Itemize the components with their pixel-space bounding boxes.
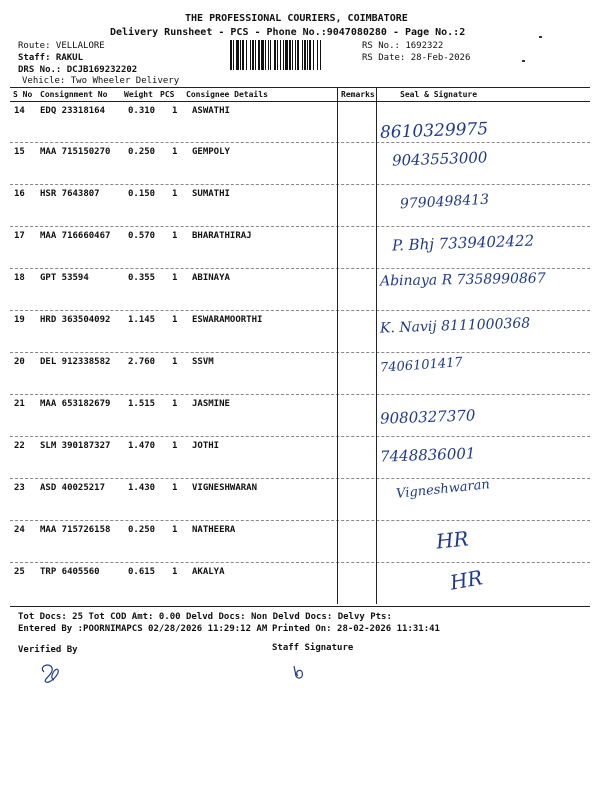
row-sno: 20 — [14, 357, 25, 367]
row-sno: 14 — [14, 106, 25, 116]
row-weight: 0.355 — [128, 273, 156, 283]
col-weight: Weight — [124, 90, 153, 99]
drs-label: DRS No.: DCJB169232202 — [18, 65, 138, 75]
entered-by: Entered By :POORNIMAPCS 02/28/2026 11:29:12 AM — [18, 624, 268, 634]
barcode-bar — [258, 40, 260, 70]
barcode-bar — [265, 40, 266, 70]
column-divider — [337, 520, 338, 562]
column-divider — [376, 394, 377, 436]
row-consignment-no: MAA 715726158 — [40, 525, 111, 535]
table-row — [0, 478, 600, 520]
row-consignee: SSVM — [192, 357, 214, 367]
barcode-bar — [252, 40, 254, 70]
column-divider — [337, 184, 338, 226]
row-pcs: 1 — [172, 483, 178, 493]
barcode-bar — [280, 40, 281, 70]
footer-rule — [10, 606, 590, 607]
column-divider — [376, 101, 377, 142]
row-weight: 2.760 — [128, 357, 156, 367]
row-consignment-no: HRD 363504092 — [40, 315, 111, 325]
barcode-bar — [302, 40, 303, 70]
table-row — [0, 562, 600, 604]
barcode-bar — [233, 40, 234, 70]
printed-on: Printed On: 28-02-2026 11:31:41 — [272, 624, 440, 634]
barcode-bar — [285, 40, 288, 70]
barcode-bar — [320, 40, 321, 70]
row-pcs: 1 — [172, 147, 178, 157]
column-divider — [376, 352, 377, 394]
verified-by-label: Verified By — [18, 645, 78, 655]
company-title: THE PROFESSIONAL COURIERS, COIMBATORE — [185, 13, 408, 24]
barcode-bar — [230, 40, 232, 70]
column-divider — [337, 268, 338, 310]
row-weight: 0.150 — [128, 189, 156, 199]
table-row — [0, 436, 600, 478]
row-consignee: VIGNESHWARAN — [192, 483, 258, 493]
handwritten-signature: HR — [434, 526, 470, 554]
column-divider — [376, 478, 377, 520]
row-consignment-no: DEL 912338582 — [40, 357, 111, 367]
handwritten-signature: 7448836001 — [379, 444, 476, 466]
staff-signature-scribble — [288, 662, 308, 682]
column-divider — [337, 478, 338, 520]
table-row — [0, 310, 600, 352]
mark-dot — [539, 36, 542, 38]
column-divider — [337, 310, 338, 352]
row-weight: 0.250 — [128, 147, 156, 157]
column-divider — [337, 436, 338, 478]
column-divider — [337, 226, 338, 268]
row-weight: 0.310 — [128, 106, 156, 116]
handwritten-signature: Vigneshwaran — [395, 477, 491, 502]
row-weight: 0.250 — [128, 525, 156, 535]
rs-date: RS Date: 28-Feb-2026 — [362, 53, 471, 63]
row-sno: 23 — [14, 483, 25, 493]
table-row — [0, 268, 600, 310]
barcode-bar — [246, 40, 247, 70]
column-divider — [376, 310, 377, 352]
barcode-bar — [289, 40, 291, 70]
barcode-bar — [307, 40, 308, 70]
handwritten-signature: 9043553000 — [391, 148, 488, 170]
barcode-bar — [268, 40, 269, 70]
column-divider — [337, 562, 338, 604]
row-sno: 24 — [14, 525, 25, 535]
barcode-bar — [242, 40, 244, 70]
mark-dot — [522, 60, 525, 62]
column-divider — [337, 352, 338, 394]
row-pcs: 1 — [172, 231, 178, 241]
barcode-bar — [292, 40, 293, 70]
row-pcs: 1 — [172, 567, 178, 577]
table-row — [0, 184, 600, 226]
row-consignee: ASWATHI — [192, 106, 230, 116]
row-sno: 19 — [14, 315, 25, 325]
row-weight: 1.430 — [128, 483, 156, 493]
remarks-divider — [337, 87, 338, 101]
row-consignment-no: GPT 53594 — [40, 273, 89, 283]
handwritten-signature: K. Navij 8111000368 — [379, 315, 531, 337]
col-sno: S No — [13, 90, 33, 99]
signature-divider — [376, 87, 377, 101]
table-row — [0, 394, 600, 436]
column-divider — [376, 226, 377, 268]
table-row — [0, 142, 600, 184]
row-consignment-no: MAA 715150270 — [40, 147, 111, 157]
table-top-rule — [10, 87, 590, 88]
row-weight: 1.145 — [128, 315, 156, 325]
row-sno: 16 — [14, 189, 25, 199]
row-consignment-no: SLM 390187327 — [40, 441, 111, 451]
column-divider — [337, 142, 338, 184]
handwritten-signature: 8610329975 — [379, 119, 489, 143]
column-divider — [376, 142, 377, 184]
column-divider — [376, 184, 377, 226]
col-consignee: Consignee Details — [186, 90, 268, 99]
handwritten-signature: 9790498413 — [399, 191, 490, 213]
barcode-bar — [240, 40, 241, 70]
row-consignee: GEMPOLY — [192, 147, 230, 157]
verified-signature-scribble — [36, 662, 66, 684]
column-divider — [376, 520, 377, 562]
column-divider — [337, 394, 338, 436]
table-row — [0, 520, 600, 562]
runsheet-subtitle: Delivery Runsheet - PCS - Phone No.:9047080280 - Page No.:2 — [110, 27, 466, 38]
row-consignee: ABINAYA — [192, 273, 230, 283]
row-pcs: 1 — [172, 273, 178, 283]
rs-number: RS No.: 1692322 — [362, 41, 444, 51]
row-consignee: AKALYA — [192, 567, 225, 577]
barcode-bar — [295, 40, 296, 70]
row-pcs: 1 — [172, 441, 178, 451]
row-pcs: 1 — [172, 189, 178, 199]
row-consignee: NATHEERA — [192, 525, 236, 535]
row-pcs: 1 — [172, 315, 178, 325]
table-row — [0, 226, 600, 268]
handwritten-signature: HR — [448, 565, 485, 595]
col-pcs: PCS — [160, 90, 175, 99]
row-consignment-no: EDQ 23318164 — [40, 106, 106, 116]
barcode-bar — [236, 40, 239, 70]
col-consignment: Consignment No — [40, 90, 108, 99]
barcode-bar — [297, 40, 299, 70]
row-consignee: ESWARAMOORTHI — [192, 315, 263, 325]
row-pcs: 1 — [172, 525, 178, 535]
row-weight: 1.470 — [128, 441, 156, 451]
barcode-bar — [283, 40, 284, 70]
row-pcs: 1 — [172, 357, 178, 367]
barcode-bar — [277, 40, 278, 70]
row-weight: 0.570 — [128, 231, 156, 241]
row-consignee: SUMATHI — [192, 189, 230, 199]
barcode-bar — [274, 40, 276, 70]
table-row — [0, 101, 600, 142]
column-divider — [376, 562, 377, 604]
row-consignment-no: ASD 40025217 — [40, 483, 106, 493]
row-consignee: BHARATHIRAJ — [192, 231, 252, 241]
handwritten-signature: Abinaya R 7358990867 — [379, 270, 546, 290]
col-seal-signature: Seal & Signature — [400, 90, 478, 99]
handwritten-signature: P. Bhj 7339402422 — [391, 231, 535, 255]
row-sno: 25 — [14, 567, 25, 577]
barcode-bar — [309, 40, 311, 70]
column-divider — [376, 268, 377, 310]
barcode-image — [230, 40, 358, 70]
handwritten-signature: 7406101417 — [379, 355, 464, 376]
row-pcs: 1 — [172, 399, 178, 409]
barcode-bar — [313, 40, 314, 70]
barcode-bar — [317, 40, 318, 70]
column-divider — [337, 101, 338, 142]
row-consignment-no: TRP 6405560 — [40, 567, 100, 577]
staff-label: Staff: RAKUL — [18, 53, 84, 63]
barcode-bar — [270, 40, 271, 70]
vehicle-label: Vehicle: Two Wheeler Delivery — [22, 76, 180, 86]
col-remarks: Remarks — [341, 90, 375, 99]
row-weight: 0.615 — [128, 567, 156, 577]
row-sno: 21 — [14, 399, 25, 409]
row-consignment-no: MAA 716660467 — [40, 231, 111, 241]
row-weight: 1.515 — [128, 399, 156, 409]
staff-signature-label: Staff Signature — [272, 643, 354, 653]
barcode-bar — [304, 40, 306, 70]
barcode-bar — [250, 40, 251, 70]
row-consignment-no: HSR 7643807 — [40, 189, 100, 199]
row-sno: 17 — [14, 231, 25, 241]
row-consignment-no: MAA 653182679 — [40, 399, 111, 409]
table-row — [0, 352, 600, 394]
handwritten-signature: 9080327370 — [379, 406, 476, 428]
column-divider — [376, 436, 377, 478]
totals-line: Tot Docs: 25 Tot COD Amt: 0.00 Delvd Docs: Non Delvd Docs: Delvy Pts: — [18, 612, 392, 622]
row-sno: 18 — [14, 273, 25, 283]
row-consignee: JASMINE — [192, 399, 230, 409]
row-pcs: 1 — [172, 106, 178, 116]
route-label: Route: VELLALORE — [18, 41, 105, 51]
barcode-bar — [255, 40, 256, 70]
row-sno: 15 — [14, 147, 25, 157]
row-sno: 22 — [14, 441, 25, 451]
barcode-bar — [261, 40, 264, 70]
row-consignee: JOTHI — [192, 441, 220, 451]
